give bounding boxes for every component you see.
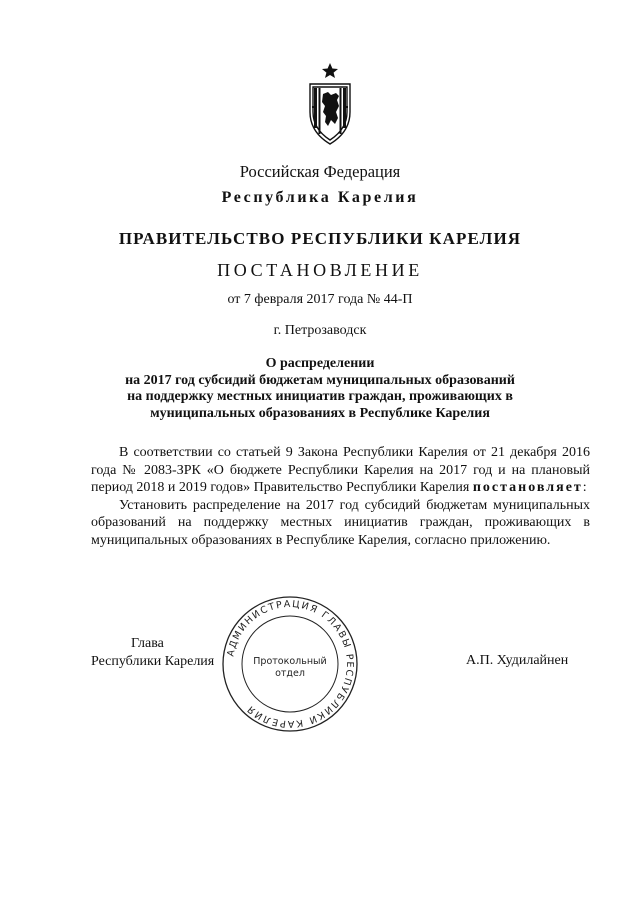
- stamp-center-line-1: Протокольный: [253, 656, 327, 667]
- title-line: О распределении: [265, 356, 375, 371]
- paragraph-text: В соответствии со статьей 9 Закона Республики Карелия от 21 декабря 2016 года № 2083-ЗРК «О бюджете Республики Карелия на 2017 год и на плановый период 2018 и 2019 годов» Правительство Республики Карелия: [91, 445, 590, 495]
- country-name: Российская Федерация: [239, 162, 401, 181]
- document-type: ПОСТАНОВЛЕНИЕ: [217, 260, 423, 280]
- signatory-title: [91, 635, 221, 671]
- document-title: [90, 356, 550, 422]
- karelia-coat-of-arms-icon: [304, 62, 356, 146]
- document-date-number: от 7 февраля 2017 года № 44-П: [227, 292, 413, 307]
- signatory-title-line-2: Республики Карелия: [91, 654, 215, 669]
- body-paragraph-1: [91, 444, 590, 497]
- title-line: на 2017 год субсидий бюджетам муниципальных образований: [125, 372, 515, 388]
- stamp-center-line-2: отдел: [275, 668, 305, 679]
- title-line: муниципальных образованиях в Республике Карелия: [150, 405, 490, 421]
- paragraph-punctuation: :: [582, 480, 587, 495]
- government-title: ПРАВИТЕЛЬСТВО РЕСПУБЛИКИ КАРЕЛИЯ: [118, 229, 522, 248]
- official-stamp: [220, 594, 360, 734]
- document-city: г. Петрозаводск: [273, 323, 367, 338]
- resolution-keyword: постановляет: [472, 480, 583, 495]
- signatory-name: А.П. Худилайнен: [466, 653, 569, 668]
- stamp-ring-text: АДМИНИСТРАЦИЯ ГЛАВЫ РЕСПУБЛИКИ КАРЕЛИЯ: [225, 598, 356, 730]
- body-paragraph-2: Установить распределение на 2017 год субсидий бюджетам муниципальных образований на поддержку местных инициатив граждан, проживающих в муниципальных образованиях в Республике Карелия, согласно приложению.: [91, 497, 590, 548]
- document-body: [91, 444, 590, 549]
- signatory-title-line-1: Глава: [131, 636, 164, 651]
- title-line: на поддержку местных инициатив граждан, проживающих в: [127, 389, 513, 404]
- republic-name: Республика Карелия: [221, 189, 419, 206]
